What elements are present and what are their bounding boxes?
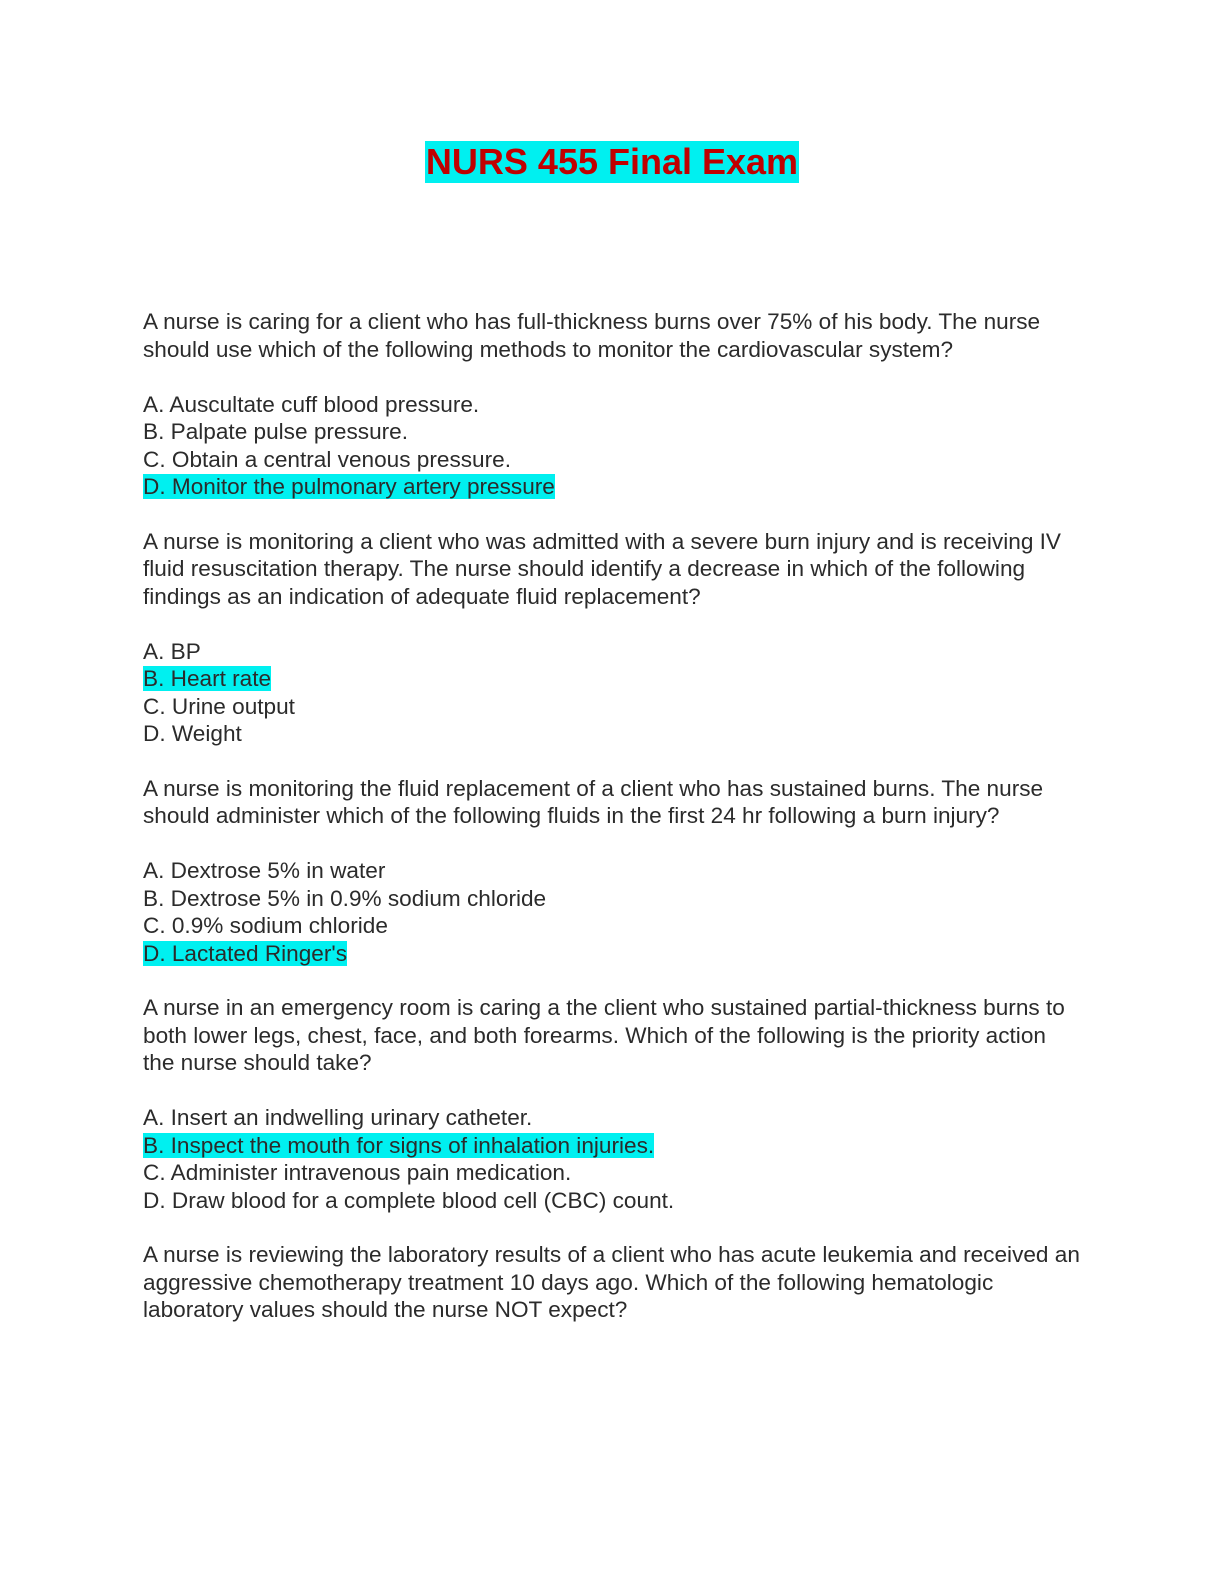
title-container [0,141,1224,183]
answer-option: C. Administer intravenous pain medication. [143,1160,572,1185]
answer-options [143,638,1083,748]
answer-option: D. Weight [143,721,242,746]
answer-option: A. BP [143,638,201,664]
highlighted-answer-option: B. Inspect the mouth for signs of inhalation injuries. [143,1132,655,1158]
question-text: A nurse is monitoring a client who was admitted with a severe burn injury and is receiving IV fluid resuscitation therapy. The nurse should identify a decrease in which of the following findings as an indication of adequate fluid replacement? [143,528,1062,609]
highlighted-answer-option: B. Heart rate [143,666,272,691]
answer-option: A. Auscultate cuff blood pressure. [143,391,480,417]
answer-option: C. Obtain a central venous pressure. [143,446,511,472]
answer-option: B. Dextrose 5% in 0.9% sodium chloride [143,885,547,911]
questions-container [143,308,1083,1351]
answer-options [143,1104,1083,1214]
highlighted-answer-option: D. Monitor the pulmonary artery pressure [143,474,555,499]
question-text: A nurse is reviewing the laboratory results of a client who has acute leukemia and received an aggressive chemotherapy treatment 10 days ago. Which of the following hematologic laboratory values should the nurse NOT expect? [143,1242,1080,1322]
answer-options [143,857,1083,967]
answer-options [143,391,1083,501]
answer-option: A. Insert an indwelling urinary catheter. [143,1105,533,1130]
question-5 [143,1241,1083,1324]
highlighted-answer-option: D. Lactated Ringer's [143,940,347,966]
answer-option: D. Draw blood for a complete blood cell (CBC) count. [143,1187,675,1213]
question-text: A nurse is monitoring the fluid replacement of a client who has sustained burns. The nurse should administer which of the following fluids in the first 24 hr following a burn injury? [143,775,1044,828]
answer-option: C. 0.9% sodium chloride [143,913,388,938]
question-4 [143,994,1083,1214]
page-title: NURS 455 Final Exam [425,141,799,182]
answer-option: A. Dextrose 5% in water [143,858,386,883]
question-2 [143,528,1083,748]
question-1 [143,308,1083,501]
answer-option: B. Palpate pulse pressure. [143,419,409,444]
question-text: A nurse in an emergency room is caring a the client who sustained partial-thickness burns to both lower legs, chest, face, and both forearms. Which of the following is the priority action the nurse should take? [143,995,1065,1075]
question-text: A nurse is caring for a client who has full-thickness burns over 75% of his body. The nurse should use which of the following methods to monitor the cardiovascular system? [143,309,1041,362]
answer-option: C. Urine output [143,693,295,719]
question-3 [143,775,1083,968]
